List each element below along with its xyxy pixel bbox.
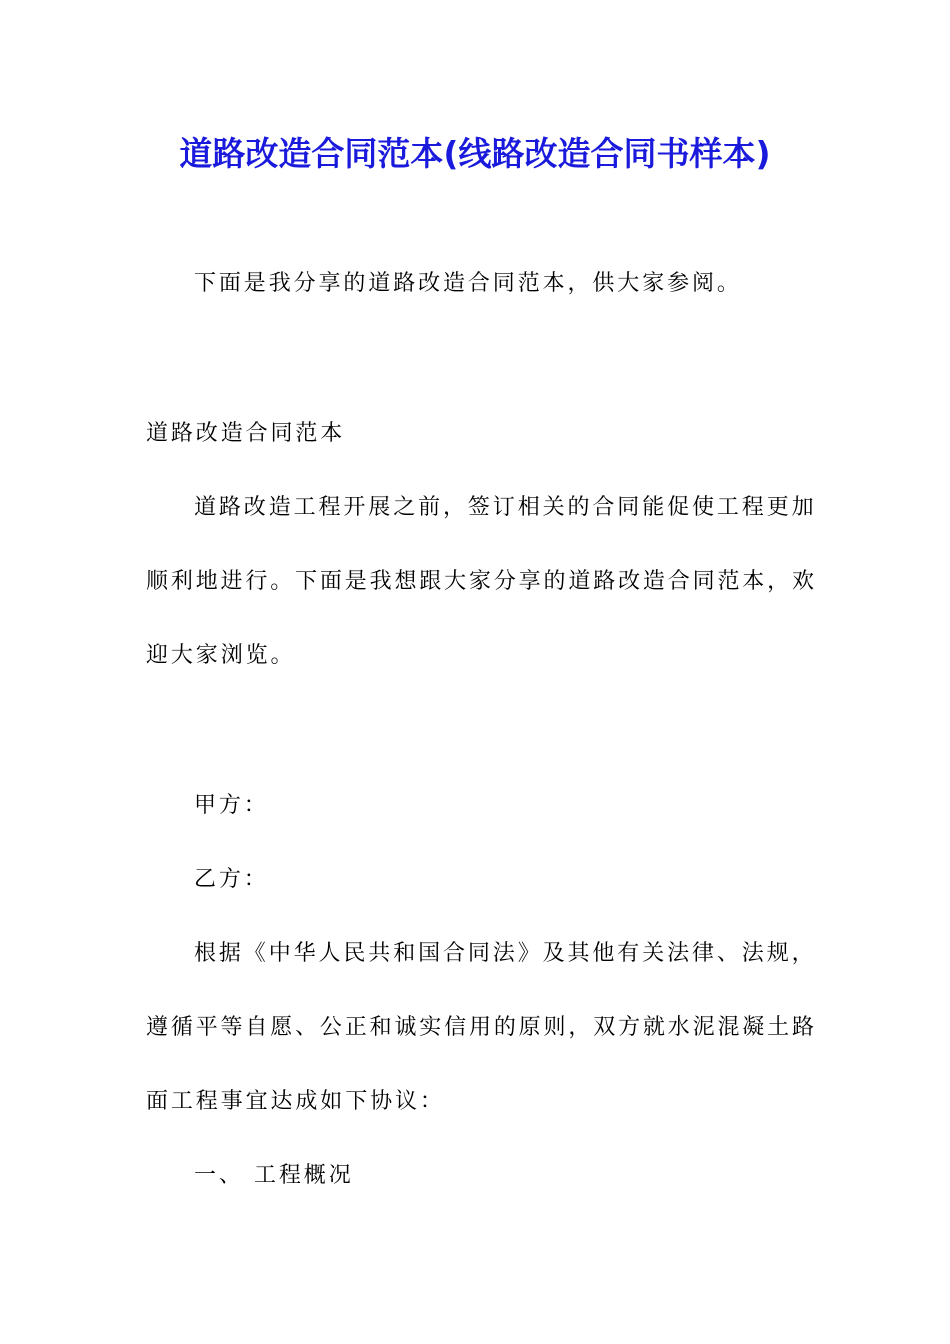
list-item-number: 一、 [194,1163,244,1188]
document-title: 道路改造合同范本(线路改造合同书样本) [179,134,771,173]
paragraph-line: 根据《中华人民共和国合同法》及其他有关法律、法规， [194,941,817,966]
list-item-label: 工程概况 [254,1163,354,1188]
paragraph-line: 面工程事宜达成如下协议： [146,1089,445,1114]
party-a-label: 甲方： [194,793,269,818]
section-heading: 道路改造合同范本 [146,421,346,446]
paragraph-line: 顺利地进行。下面是我想跟大家分享的道路改造合同范本，欢 [146,569,814,594]
paragraph-line: 道路改造工程开展之前，签订相关的合同能促使工程更加 [194,495,817,520]
paragraph-line: 迎大家浏览。 [146,643,296,668]
party-b-label: 乙方： [194,867,269,892]
paragraph-line: 遵循平等自愿、公正和诚实信用的原则，双方就水泥混凝土路 [146,1015,814,1040]
intro-text: 下面是我分享的道路改造合同范本，供大家参阅。 [194,271,742,296]
